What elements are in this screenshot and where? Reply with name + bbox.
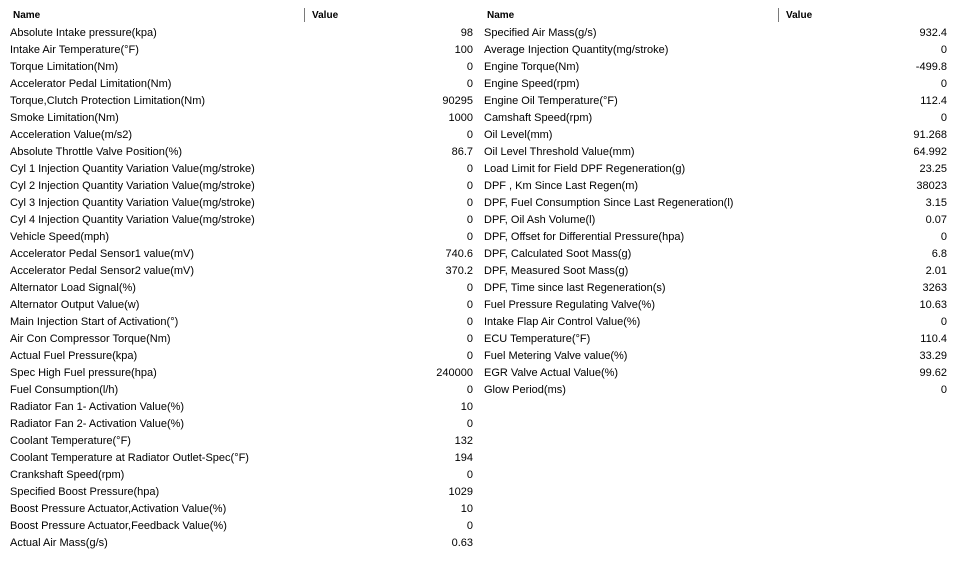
parameter-name: ECU Temperature(°F) [484, 333, 591, 345]
table-row[interactable] [484, 314, 947, 331]
table-row[interactable] [10, 348, 473, 365]
table-row[interactable] [10, 535, 473, 552]
parameter-name: Fuel Pressure Regulating Valve(%) [484, 299, 655, 311]
parameter-name: Absolute Intake pressure(kpa) [10, 27, 157, 39]
parameter-name: Coolant Temperature at Radiator Outlet-Spec(°F) [10, 452, 249, 464]
parameter-value: 2.01 [925, 265, 947, 277]
parameter-name: Radiator Fan 2- Activation Value(%) [10, 418, 185, 430]
table-row[interactable] [10, 195, 473, 212]
table-row[interactable] [10, 416, 473, 433]
table-row[interactable] [10, 25, 473, 42]
parameter-name: Average Injection Quantity(mg/stroke) [484, 44, 669, 56]
parameter-name: DPF, Fuel Consumption Since Last Regeneration(l) [484, 197, 734, 209]
parameter-name: Cyl 2 Injection Quantity Variation Value(mg/stroke) [10, 180, 255, 192]
table-row[interactable] [10, 229, 473, 246]
parameter-value: 0 [940, 384, 947, 396]
parameter-value: 0 [466, 350, 473, 362]
parameter-value: 3263 [922, 282, 947, 294]
parameter-value: 0 [466, 214, 473, 226]
table-row[interactable] [484, 93, 947, 110]
parameter-value: 194 [454, 452, 473, 464]
parameter-name: Fuel Consumption(l/h) [10, 384, 119, 396]
right-rows [484, 25, 947, 399]
table-row[interactable] [484, 331, 947, 348]
table-row[interactable] [484, 246, 947, 263]
parameter-value: 98 [460, 27, 473, 39]
parameter-value: 0 [466, 333, 473, 345]
parameter-name: Intake Flap Air Control Value(%) [484, 316, 641, 328]
parameter-name: Load Limit for Field DPF Regeneration(g) [484, 163, 686, 175]
parameter-name: Cyl 3 Injection Quantity Variation Value(mg/stroke) [10, 197, 255, 209]
parameter-name: Accelerator Pedal Sensor2 value(mV) [10, 265, 195, 277]
table-row[interactable] [484, 297, 947, 314]
parameter-value: 370.2 [445, 265, 473, 277]
value-column-header[interactable]: Value [312, 10, 339, 21]
parameter-name: DPF , Km Since Last Regen(m) [484, 180, 639, 192]
table-row[interactable] [484, 25, 947, 42]
parameter-value: 0 [466, 418, 473, 430]
parameter-value: 0 [466, 61, 473, 73]
table-row[interactable] [484, 110, 947, 127]
parameter-name: DPF, Offset for Differential Pressure(hpa) [484, 231, 685, 243]
parameter-value: 0 [940, 231, 947, 243]
parameter-value: 3.15 [925, 197, 947, 209]
parameter-value: 10 [460, 401, 473, 413]
parameter-name: Accelerator Pedal Limitation(Nm) [10, 78, 172, 90]
table-row[interactable] [484, 76, 947, 93]
parameter-value: 0 [466, 163, 473, 175]
parameter-name: Cyl 1 Injection Quantity Variation Value(mg/stroke) [10, 163, 255, 175]
column-resize-handle[interactable] [778, 8, 779, 22]
parameter-value: 0 [940, 78, 947, 90]
table-row[interactable] [484, 229, 947, 246]
parameter-name: Alternator Load Signal(%) [10, 282, 136, 294]
table-row[interactable] [484, 212, 947, 229]
parameter-name: Absolute Throttle Valve Position(%) [10, 146, 183, 158]
parameter-value: 0 [466, 231, 473, 243]
parameter-name: DPF, Time since last Regeneration(s) [484, 282, 666, 294]
parameter-name: Accelerator Pedal Sensor1 value(mV) [10, 248, 195, 260]
value-column-header[interactable]: Value [786, 10, 813, 21]
parameter-name: Engine Oil Temperature(°F) [484, 95, 618, 107]
parameter-value: 23.25 [919, 163, 947, 175]
table-row[interactable] [10, 297, 473, 314]
table-row[interactable] [10, 331, 473, 348]
right-table-header [484, 6, 947, 25]
parameter-value: 0 [466, 520, 473, 532]
parameter-name: Torque Limitation(Nm) [10, 61, 119, 73]
parameter-value: 0 [466, 384, 473, 396]
parameter-name: Glow Period(ms) [484, 384, 566, 396]
parameter-name: Smoke Limitation(Nm) [10, 112, 119, 124]
table-row[interactable] [10, 280, 473, 297]
table-row[interactable] [10, 59, 473, 76]
parameter-value: 0 [466, 316, 473, 328]
parameter-name: Cyl 4 Injection Quantity Variation Value(mg/stroke) [10, 214, 255, 226]
parameter-value: 90295 [442, 95, 473, 107]
parameter-value: 240000 [436, 367, 473, 379]
table-row[interactable] [10, 399, 473, 416]
parameter-name: Vehicle Speed(mph) [10, 231, 110, 243]
table-row[interactable] [484, 178, 947, 195]
parameter-value: 0 [940, 316, 947, 328]
table-row[interactable] [10, 93, 473, 110]
table-row[interactable] [10, 467, 473, 484]
parameter-value: 38023 [916, 180, 947, 192]
left-rows [10, 25, 473, 552]
parameter-value: 0.07 [925, 214, 947, 226]
table-row[interactable] [484, 365, 947, 382]
parameter-name: Engine Torque(Nm) [484, 61, 580, 73]
parameter-name: Oil Level Threshold Value(mm) [484, 146, 635, 158]
table-row[interactable] [484, 127, 947, 144]
parameter-value: 0 [466, 282, 473, 294]
left-table-header [10, 6, 473, 25]
table-row[interactable] [10, 314, 473, 331]
parameter-value: 33.29 [919, 350, 947, 362]
table-row[interactable] [484, 144, 947, 161]
parameter-name: Intake Air Temperature(°F) [10, 44, 139, 56]
parameter-value: 64.992 [913, 146, 947, 158]
parameter-value: 6.8 [931, 248, 947, 260]
parameter-value: 0 [466, 469, 473, 481]
table-row[interactable] [10, 382, 473, 399]
parameter-name: Spec High Fuel pressure(hpa) [10, 367, 157, 379]
parameter-value: 91.268 [913, 129, 947, 141]
parameter-name: Specified Air Mass(g/s) [484, 27, 597, 39]
parameter-value: 740.6 [445, 248, 473, 260]
table-row[interactable] [10, 127, 473, 144]
table-row[interactable] [10, 484, 473, 501]
table-row[interactable] [10, 110, 473, 127]
parameter-name: Boost Pressure Actuator,Activation Value(%) [10, 503, 227, 515]
table-row[interactable] [484, 280, 947, 297]
parameter-name: Boost Pressure Actuator,Feedback Value(%) [10, 520, 227, 532]
table-row[interactable] [10, 212, 473, 229]
parameter-value: 0 [466, 129, 473, 141]
parameter-name: Air Con Compressor Torque(Nm) [10, 333, 171, 345]
table-row[interactable] [10, 161, 473, 178]
name-column-header[interactable]: Name [13, 10, 41, 21]
table-row[interactable] [484, 59, 947, 76]
parameter-name: Alternator Output Value(w) [10, 299, 140, 311]
parameter-name: DPF, Oil Ash Volume(l) [484, 214, 596, 226]
parameter-name: Main Injection Start of Activation(°) [10, 316, 179, 328]
parameter-value: 132 [454, 435, 473, 447]
parameter-value: 932.4 [919, 27, 947, 39]
name-column-header[interactable]: Name [487, 10, 515, 21]
parameter-value: 0.63 [451, 537, 473, 549]
table-row[interactable] [484, 195, 947, 212]
parameter-value: 1000 [448, 112, 473, 124]
parameter-name: Engine Speed(rpm) [484, 78, 580, 90]
table-row[interactable] [484, 382, 947, 399]
parameter-name: Specified Boost Pressure(hpa) [10, 486, 160, 498]
parameter-name: Oil Level(mm) [484, 129, 553, 141]
table-row[interactable] [10, 433, 473, 450]
parameter-value: 99.62 [919, 367, 947, 379]
parameter-value: 0 [466, 197, 473, 209]
parameter-name: Coolant Temperature(°F) [10, 435, 131, 447]
column-resize-handle[interactable] [304, 8, 305, 22]
table-row[interactable] [484, 348, 947, 365]
parameter-name: Actual Fuel Pressure(kpa) [10, 350, 138, 362]
parameter-name: DPF, Calculated Soot Mass(g) [484, 248, 632, 260]
table-row[interactable] [10, 501, 473, 518]
parameter-value: 100 [454, 44, 473, 56]
parameter-name: DPF, Measured Soot Mass(g) [484, 265, 629, 277]
parameter-value: 112.4 [920, 95, 947, 107]
table-row[interactable] [484, 161, 947, 178]
parameter-value: 10.63 [919, 299, 947, 311]
parameter-name: Radiator Fan 1- Activation Value(%) [10, 401, 185, 413]
parameter-value: 1029 [448, 486, 473, 498]
table-row[interactable] [10, 144, 473, 161]
parameter-name: Acceleration Value(m/s2) [10, 129, 133, 141]
parameter-name: Actual Air Mass(g/s) [10, 537, 108, 549]
table-row[interactable] [10, 450, 473, 467]
table-row[interactable] [484, 42, 947, 59]
parameter-value: 0 [466, 299, 473, 311]
parameter-value: 0 [940, 44, 947, 56]
table-row[interactable] [10, 263, 473, 280]
parameter-value: 0 [466, 180, 473, 192]
table-row[interactable] [484, 263, 947, 280]
parameter-value: 10 [460, 503, 473, 515]
parameter-name: Fuel Metering Valve value(%) [484, 350, 628, 362]
table-row[interactable] [10, 518, 473, 535]
table-row[interactable] [10, 42, 473, 59]
parameter-name: EGR Valve Actual Value(%) [484, 367, 619, 379]
parameter-value: 0 [940, 112, 947, 124]
left-data-table [10, 6, 473, 552]
parameter-value: 110.4 [920, 333, 947, 345]
parameter-value: 0 [466, 78, 473, 90]
table-row[interactable] [10, 365, 473, 382]
table-row[interactable] [10, 76, 473, 93]
parameter-value: -499.8 [915, 61, 947, 73]
parameter-name: Camshaft Speed(rpm) [484, 112, 593, 124]
parameter-value: 86.7 [451, 146, 473, 158]
right-data-table [484, 6, 947, 399]
parameter-name: Crankshaft Speed(rpm) [10, 469, 125, 481]
table-row[interactable] [10, 178, 473, 195]
parameter-name: Torque,Clutch Protection Limitation(Nm) [10, 95, 206, 107]
table-row[interactable] [10, 246, 473, 263]
